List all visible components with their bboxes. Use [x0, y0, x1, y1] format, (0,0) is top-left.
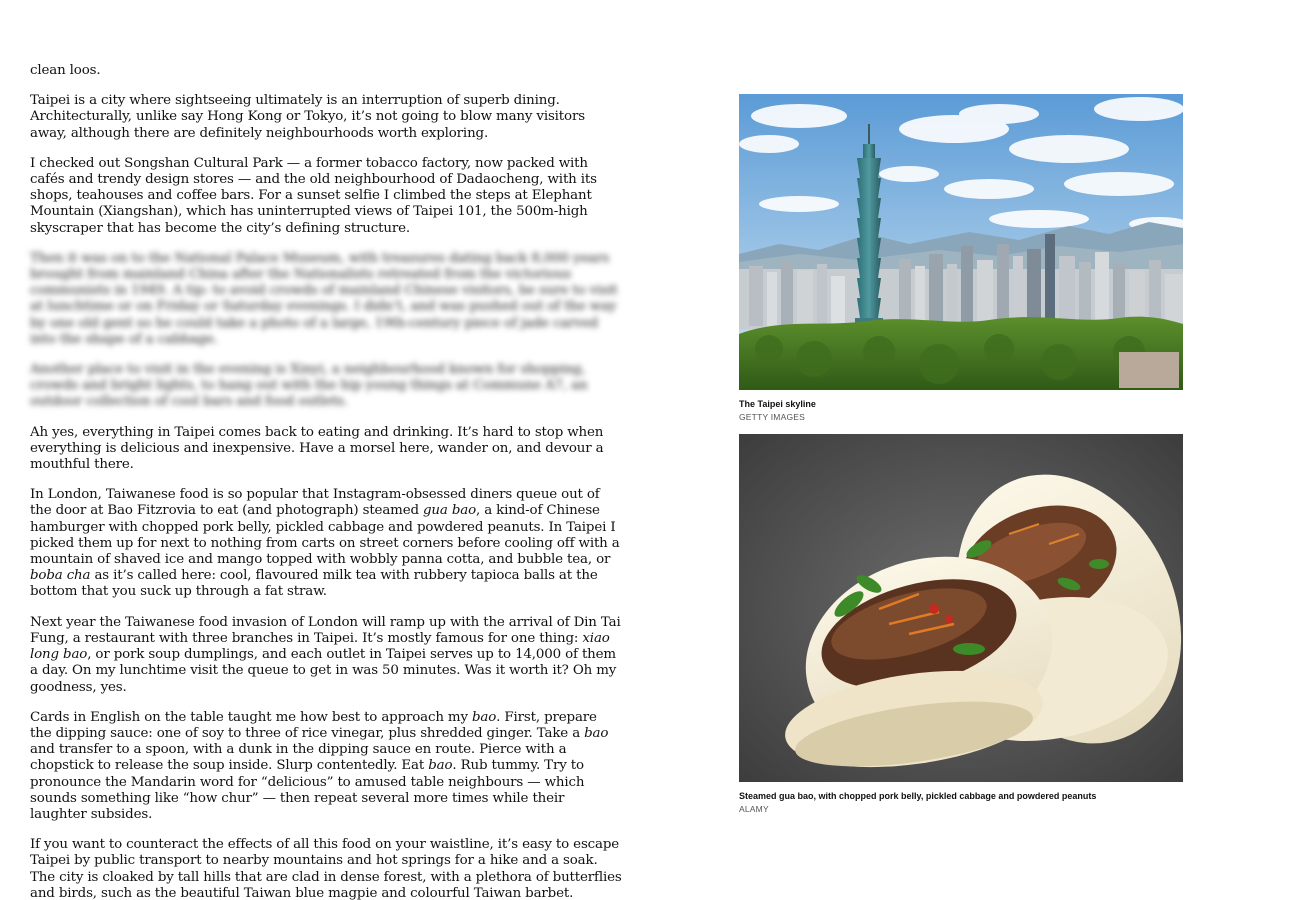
gua-bao-photo[interactable] — [739, 434, 1183, 782]
figure-credit: ALAMY — [739, 804, 769, 814]
blurred-paragraph: Another place to visit in the evening is Xinyi, a neighbourhood known for shopping, crowds and bright lights, to hang out with the hip young things at Commune A7, an outdoor collection of cool bars and food outlets. — [30, 362, 588, 410]
text-run: and transfer to a spoon, with a dunk in the dipping sauce en route. Pierce with a chopstick to release the soup inside. Slurp contentedly. Eat — [30, 742, 567, 774]
text-run: Next year the Taiwanese food invasion of London will ramp up with the arrival of Din Tai Fung, a restaurant with three branches in Taipei. It’s mostly famous for one thing: — [30, 614, 621, 646]
text-run: as it’s called here: cool, flavoured milk tea with rubbery tapioca balls at the bottom that you suck up through a fat straw. — [30, 568, 598, 600]
italic-term: bao — [472, 709, 497, 725]
article-body — [30, 63, 622, 900]
text-run: . First, prepare the dipping sauce: one of soy to three of rice vinegar, plus shredded ginger. Take a — [30, 709, 597, 741]
paragraph — [30, 487, 622, 600]
text-run: , a kind-of Chinese hamburger with chopped pork belly, pickled cabbage and powdered peanuts. In Taipei I picked them up for next to nothing from carts on street corners before cooling off with a mountain of shaved ice and mango topped with wobbly panna cotta, and bubble tea, or — [30, 503, 620, 568]
text-run: . Rub tummy. Try to pronounce the Mandarin word for “delicious” to amused table neighbours — which sounds something like “how chur” — then repeat several more times while their laughter subsides. — [30, 758, 585, 822]
figure-caption: The Taipei skyline — [739, 399, 816, 409]
italic-term: bao — [584, 725, 609, 741]
text-run: , or pork soup dumplings, and each outlet in Taipei serves up to 14,000 of them a day. On my lunchtime visit the queue to get in was 50 minutes. Was it worth it? Oh my goodness, yes. — [30, 647, 617, 695]
italic-term: boba cha — [30, 568, 91, 584]
paragraph — [30, 710, 622, 823]
figure-credit: GETTY IMAGES — [739, 412, 806, 422]
italic-term: gua bao — [423, 503, 477, 519]
figure-caption: Steamed gua bao, with chopped pork belly, pickled cabbage and powdered peanuts — [739, 791, 1097, 801]
italic-term: bao — [428, 758, 453, 774]
paragraph: clean loos. — [30, 63, 101, 78]
italic-term: xiao long bao — [30, 630, 610, 663]
paragraph: Ah yes, everything in Taipei comes back to eating and drinking. It’s hard to stop when everything is delicious and inexpensive. Have a morsel here, wander on, and devour a mouthful there. — [30, 424, 604, 473]
paragraph: If you want to counteract the effects of all this food on your waistline, it’s easy to escape Taipei by public transport to nearby mountains and hot springs for a hike and a soak. The city is cloaked by tall hills that are clad in dense forest, with a plethora of butterflies and birds, such as the beautiful Taiwan blue magpie and colourful Taiwan barbet. — [30, 837, 622, 900]
text-run: In London, Taiwanese food is so popular that Instagram-obsessed diners queue out of the door at Bao Fitzrovia to eat (and photograph) steamed — [30, 487, 600, 519]
taipei-skyline-photo[interactable] — [739, 94, 1183, 390]
paragraph: I checked out Songshan Cultural Park — a former tobacco factory, now packed with cafés and trendy design stores — and the old neighbourhood of Dadaocheng, with its shops, teahouses and coffee bars. For a sunset selfie I climbed the steps at Elephant Mountain (Xiangshan), which has uninterrupted views of Taipei 101, the 500m-high skyscraper that has become the city’s defining structure. — [30, 155, 597, 236]
text-run: Cards in English on the table taught me how best to approach my — [30, 709, 472, 725]
figure-gua-bao — [739, 434, 1183, 815]
paragraph: Taipei is a city where sightseeing ultimately is an interruption of superb dining. Architecturally, unlike say Hong Kong or Tokyo, it’s not going to blow many visitors away, although there are definitely neighbourhoods worth exploring. — [30, 93, 585, 141]
blurred-paragraph: Then it was on to the National Palace Museum, with treasures dating back 8,000 years brought from mainland China after the Nationalists retreated from the victorious communists in 1949. A tip: to avoid crowds of mainland Chinese visitors, be sure to visit at lunchtime or on Friday or Saturday evenings. I didn’t, and was pushed out of the way by one old gent so he could take a photo of a large, 19th-century piece of jade carved into the shape of a cabbage. — [30, 250, 618, 347]
figure-taipei-skyline — [739, 94, 1183, 423]
paragraph — [30, 615, 622, 696]
